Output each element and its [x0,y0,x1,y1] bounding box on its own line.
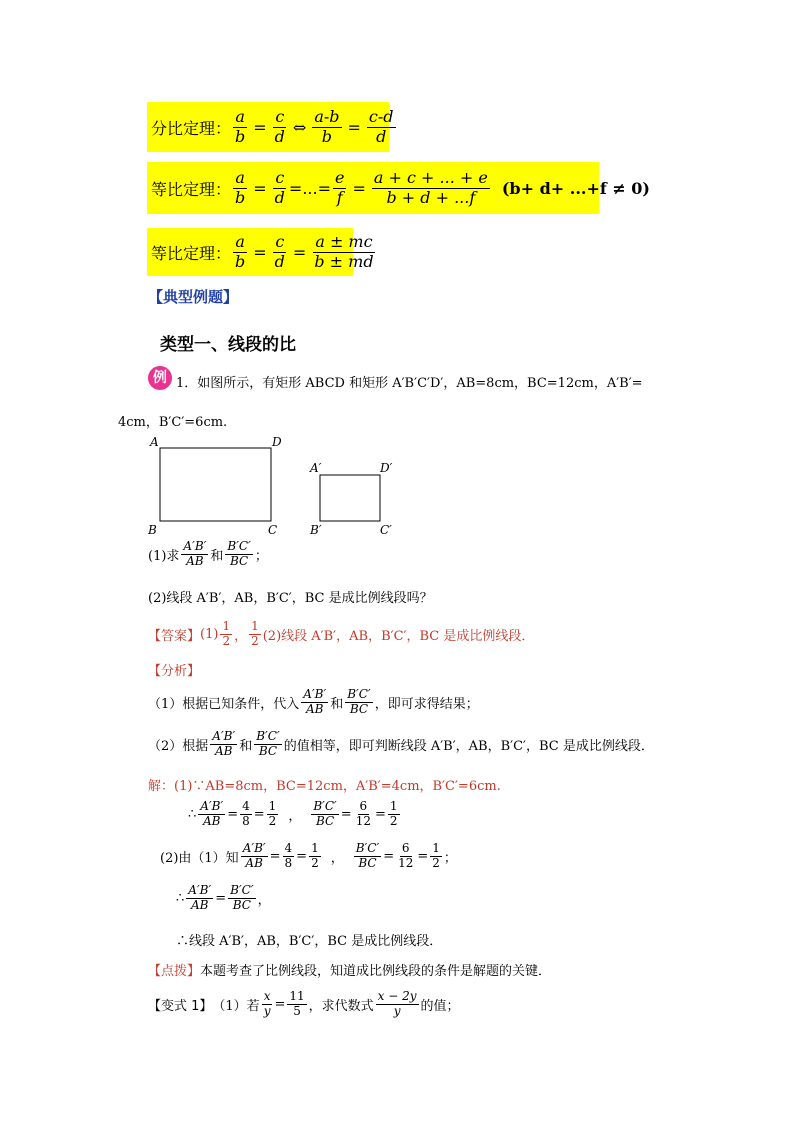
theorem1-box: 分比定理： $\frac{a}{b}$ = $\frac{c}{d}$ ⇔ $\frac{a-b}{b}$ = $\frac{c-d}{d}$ [147,102,389,152]
variant-line: 【变式 1】 （1）若 $\frac{x}{y}$ = $\frac{11}{5}$ ，求代数式 $\frac{x - 2y}{y}$ 的值； [148,989,460,1018]
theorem2-box: 等比定理： $\frac{a}{b}$ = $\frac{c}{d}$ =...= $\frac{e}{f}$ = $\frac{a + c + ... + e}{b + d + ...f}$ (b+ d+ ...+f ≠ 0) [147,162,599,214]
question-1: (1)求 $\frac{A'B'}{AB}$ 和 $\frac{B'C'}{BC}$ ； [148,539,268,568]
theorem2-condition: (b+ d+ ...+f ≠ 0) [501,178,650,198]
theorem3-box: 等比定理： $\frac{a}{b}$ = $\frac{c}{d}$ = $\frac{a \pm mc}{b \pm md}$ [147,228,353,276]
example-line2: 4cm，B′C′=6cm. [118,415,228,430]
example-badge: 例 [148,366,172,390]
iff-symbol: ⇔ [292,117,307,137]
question-2: (2)线段 A′B′，AB，B′C′，BC 是成比例线段吗？ [148,591,433,606]
type-title: 类型一、线段的比 [160,335,296,355]
label-A: A [150,435,159,449]
theorem2-label: 等比定理： [151,179,232,199]
rect-abcd [160,448,271,521]
analysis-tag: 【分析】 [148,664,201,679]
label-D-prime: D′ [380,461,393,475]
answer-line: 【答案】 (1) $\frac{1}{2}$ ， $\frac{1}{2}$ (2)线段 A′B′，AB，B′C′，BC 是成比例线段． [148,619,535,648]
theorem1-label: 分比定理： [151,118,232,138]
label-C: C [268,523,278,537]
rectangles-figure [140,432,410,542]
solution-3: ∴ $\frac{A'B'}{AB}$ = $\frac{B'C'}{BC}$ ， [176,883,271,912]
analysis-2: （2）根据 $\frac{A'B'}{AB}$ 和 $\frac{B'C'}{BC}$ 的值相等，即可判断线段 A′B′，AB，B′C′，BC 是成比例线段． [148,729,654,758]
solution-0: 解：(1)∵AB=8cm，BC=12cm，A′B′=4cm，B′C′=6cm. [148,779,501,794]
solution-2: (2)由（1）知 $\frac{A'B'}{AB}$ = $\frac{4}{8}$ = $\frac{1}{2}$ ， $\frac{B'C'}{BC}$ = $\frac{6}{12}$ = $\frac{1}{2}$ ； [160,841,457,870]
rect-abcd-prime [320,475,380,521]
section-title: 【典型例题】 [148,288,239,306]
tip-line: 【点拨】 本题考查了比例线段，知道成比例线段的条件是解题的关键． [148,964,552,979]
label-C-prime: C′ [380,523,392,537]
label-B-prime: B′ [310,523,322,537]
example-line1: 1．如图所示，有矩形 ABCD 和矩形 A′B′C′D′，AB=8cm，BC=12cm，A′B′= [176,376,643,391]
label-A-prime: A′ [310,461,322,475]
analysis-1: （1）根据已知条件，代入 $\frac{A'B'}{AB}$ 和 $\frac{B'C'}{BC}$ ，即可求得结果； [148,687,479,716]
label-B: B [148,523,157,537]
label-D: D [272,435,282,449]
solution-1: ∴ $\frac{A'B'}{AB}$ = $\frac{4}{8}$ = $\frac{1}{2}$ ， $\frac{B'C'}{BC}$ = $\frac{6}{12}$ = $\frac{1}{2}$ [188,799,398,828]
theorem3-label: 等比定理： [151,243,232,263]
solution-4: ∴线段 A′B′，AB，B′C′，BC 是成比例线段． [176,934,443,949]
